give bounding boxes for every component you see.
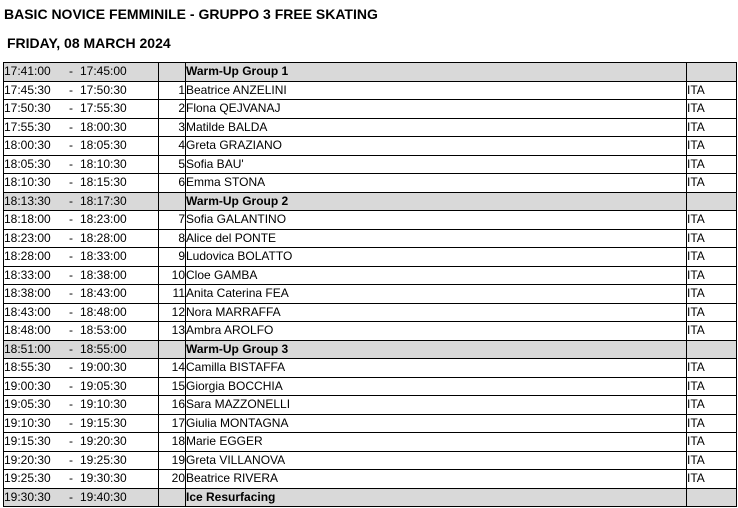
time-cell <box>4 229 159 248</box>
skater-row <box>4 174 737 193</box>
time-separator: - <box>69 360 73 375</box>
start-number: 19 <box>159 451 186 470</box>
nation-code: ITA <box>687 470 737 489</box>
nation-code: ITA <box>687 211 737 230</box>
time-cell <box>4 211 159 230</box>
skater-row <box>4 414 737 433</box>
start-time: 18:51:00 <box>4 341 51 356</box>
nation-code: ITA <box>687 433 737 452</box>
time-separator: - <box>69 138 73 153</box>
start-number: 15 <box>159 377 186 396</box>
event-date: FRIDAY, 08 MARCH 2024 <box>7 35 171 51</box>
group-label: Warm-Up Group 2 <box>186 192 687 211</box>
time-separator: - <box>69 230 73 245</box>
start-time: 18:28:00 <box>4 249 51 264</box>
time-separator: - <box>69 249 73 264</box>
end-time: 18:43:00 <box>80 286 127 301</box>
document-title: BASIC NOVICE FEMMINILE - GRUPPO 3 FREE SKATING <box>4 6 378 22</box>
time-cell <box>4 248 159 267</box>
start-time: 19:15:30 <box>4 434 51 449</box>
start-number: 17 <box>159 414 186 433</box>
end-time: 18:00:30 <box>80 119 127 134</box>
end-time: 18:10:30 <box>80 156 127 171</box>
time-separator: - <box>69 267 73 282</box>
group-row <box>4 63 737 82</box>
start-time: 19:20:30 <box>4 452 51 467</box>
nation-code: ITA <box>687 248 737 267</box>
start-time: 18:10:30 <box>4 175 51 190</box>
end-time: 18:48:00 <box>80 304 127 319</box>
group-row <box>4 488 737 507</box>
group-row <box>4 192 737 211</box>
end-time: 18:33:00 <box>80 249 127 264</box>
skater-row <box>4 451 737 470</box>
end-time: 19:00:30 <box>80 360 127 375</box>
end-time: 17:50:30 <box>80 82 127 97</box>
skater-row <box>4 266 737 285</box>
schedule-table <box>3 62 737 507</box>
start-time: 17:41:00 <box>4 64 51 79</box>
time-cell <box>4 377 159 396</box>
skater-row <box>4 377 737 396</box>
skater-name: Flona QEJVANAJ <box>186 100 687 119</box>
skater-row <box>4 359 737 378</box>
start-time: 18:55:30 <box>4 360 51 375</box>
skater-row <box>4 211 737 230</box>
start-time: 19:05:30 <box>4 397 51 412</box>
time-cell <box>4 470 159 489</box>
nation-code: ITA <box>687 266 737 285</box>
time-separator: - <box>69 193 73 208</box>
time-separator: - <box>69 323 73 338</box>
start-time: 18:05:30 <box>4 156 51 171</box>
time-separator: - <box>69 82 73 97</box>
start-number: 13 <box>159 322 186 341</box>
start-time: 19:25:30 <box>4 471 51 486</box>
start-number: 16 <box>159 396 186 415</box>
skater-name: Sofia BAU' <box>186 155 687 174</box>
nation-code <box>687 63 737 82</box>
end-time: 19:20:30 <box>80 434 127 449</box>
start-number: 18 <box>159 433 186 452</box>
time-separator: - <box>69 378 73 393</box>
skater-row <box>4 100 737 119</box>
start-time: 18:23:00 <box>4 230 51 245</box>
time-cell <box>4 174 159 193</box>
start-time: 18:48:00 <box>4 323 51 338</box>
start-time: 17:55:30 <box>4 119 51 134</box>
start-number <box>159 63 186 82</box>
skater-row <box>4 470 737 489</box>
start-time: 18:38:00 <box>4 286 51 301</box>
time-separator: - <box>69 286 73 301</box>
nation-code: ITA <box>687 174 737 193</box>
time-separator: - <box>69 415 73 430</box>
skater-name: Greta VILLANOVA <box>186 451 687 470</box>
nation-code: ITA <box>687 451 737 470</box>
time-separator: - <box>69 452 73 467</box>
nation-code: ITA <box>687 100 737 119</box>
time-cell <box>4 414 159 433</box>
nation-code: ITA <box>687 359 737 378</box>
start-time: 17:50:30 <box>4 101 51 116</box>
nation-code: ITA <box>687 322 737 341</box>
time-cell <box>4 63 159 82</box>
start-time: 18:18:00 <box>4 212 51 227</box>
end-time: 18:38:00 <box>80 267 127 282</box>
end-time: 17:55:30 <box>80 101 127 116</box>
time-cell <box>4 340 159 359</box>
skater-row <box>4 433 737 452</box>
end-time: 19:15:30 <box>80 415 127 430</box>
start-number: 11 <box>159 285 186 304</box>
start-number: 10 <box>159 266 186 285</box>
time-cell <box>4 303 159 322</box>
group-label: Warm-Up Group 1 <box>186 63 687 82</box>
time-cell <box>4 155 159 174</box>
start-number: 5 <box>159 155 186 174</box>
skater-name: Beatrice RIVERA <box>186 470 687 489</box>
skater-name: Giulia MONTAGNA <box>186 414 687 433</box>
start-number <box>159 488 186 507</box>
start-number: 14 <box>159 359 186 378</box>
end-time: 19:10:30 <box>80 397 127 412</box>
skater-name: Sofia GALANTINO <box>186 211 687 230</box>
start-number: 2 <box>159 100 186 119</box>
time-separator: - <box>69 101 73 116</box>
nation-code <box>687 340 737 359</box>
group-label: Warm-Up Group 3 <box>186 340 687 359</box>
skater-name: Ludovica BOLATTO <box>186 248 687 267</box>
skater-row <box>4 229 737 248</box>
skater-name: Alice del PONTE <box>186 229 687 248</box>
skater-name: Sara MAZZONELLI <box>186 396 687 415</box>
skater-row <box>4 155 737 174</box>
time-cell <box>4 451 159 470</box>
skater-row <box>4 322 737 341</box>
skater-row <box>4 248 737 267</box>
skater-row <box>4 137 737 156</box>
start-number: 20 <box>159 470 186 489</box>
nation-code: ITA <box>687 396 737 415</box>
time-cell <box>4 396 159 415</box>
skater-name: Marie EGGER <box>186 433 687 452</box>
skater-row <box>4 396 737 415</box>
start-time: 17:45:30 <box>4 82 51 97</box>
nation-code: ITA <box>687 229 737 248</box>
schedule-body <box>4 63 737 507</box>
nation-code: ITA <box>687 81 737 100</box>
nation-code: ITA <box>687 377 737 396</box>
start-number: 9 <box>159 248 186 267</box>
time-cell <box>4 266 159 285</box>
time-separator: - <box>69 304 73 319</box>
end-time: 18:15:30 <box>80 175 127 190</box>
skater-name: Ambra AROLFO <box>186 322 687 341</box>
start-time: 18:00:30 <box>4 138 51 153</box>
group-label: Ice Resurfacing <box>186 488 687 507</box>
nation-code: ITA <box>687 285 737 304</box>
skater-row <box>4 285 737 304</box>
skater-name: Emma STONA <box>186 174 687 193</box>
time-separator: - <box>69 471 73 486</box>
nation-code: ITA <box>687 155 737 174</box>
start-number <box>159 340 186 359</box>
start-time: 18:13:30 <box>4 193 51 208</box>
start-time: 19:00:30 <box>4 378 51 393</box>
time-separator: - <box>69 341 73 356</box>
end-time: 18:53:00 <box>80 323 127 338</box>
nation-code <box>687 192 737 211</box>
time-cell <box>4 433 159 452</box>
skater-name: Matilde BALDA <box>186 118 687 137</box>
time-cell <box>4 285 159 304</box>
end-time: 17:45:00 <box>80 64 127 79</box>
start-time: 19:30:30 <box>4 489 51 504</box>
end-time: 19:25:30 <box>80 452 127 467</box>
start-number: 3 <box>159 118 186 137</box>
nation-code: ITA <box>687 118 737 137</box>
end-time: 18:17:30 <box>80 193 127 208</box>
start-number: 8 <box>159 229 186 248</box>
time-cell <box>4 118 159 137</box>
nation-code: ITA <box>687 137 737 156</box>
time-separator: - <box>69 489 73 504</box>
time-cell <box>4 322 159 341</box>
nation-code: ITA <box>687 414 737 433</box>
skater-row <box>4 118 737 137</box>
start-time: 18:33:00 <box>4 267 51 282</box>
end-time: 18:55:00 <box>80 341 127 356</box>
time-cell <box>4 192 159 211</box>
nation-code <box>687 488 737 507</box>
skater-name: Beatrice ANZELINI <box>186 81 687 100</box>
end-time: 18:23:00 <box>80 212 127 227</box>
time-cell <box>4 137 159 156</box>
group-row <box>4 340 737 359</box>
start-number <box>159 192 186 211</box>
skater-name: Giorgia BOCCHIA <box>186 377 687 396</box>
end-time: 18:05:30 <box>80 138 127 153</box>
end-time: 18:28:00 <box>80 230 127 245</box>
skater-name: Greta GRAZIANO <box>186 137 687 156</box>
time-separator: - <box>69 212 73 227</box>
start-number: 4 <box>159 137 186 156</box>
skater-row <box>4 303 737 322</box>
time-cell <box>4 488 159 507</box>
start-number: 6 <box>159 174 186 193</box>
skater-name: Nora MARRAFFA <box>186 303 687 322</box>
time-separator: - <box>69 434 73 449</box>
nation-code: ITA <box>687 303 737 322</box>
time-separator: - <box>69 64 73 79</box>
start-number: 1 <box>159 81 186 100</box>
start-number: 12 <box>159 303 186 322</box>
skater-row <box>4 81 737 100</box>
time-cell <box>4 359 159 378</box>
time-separator: - <box>69 175 73 190</box>
time-separator: - <box>69 119 73 134</box>
time-separator: - <box>69 156 73 171</box>
start-time: 18:43:00 <box>4 304 51 319</box>
time-cell <box>4 81 159 100</box>
skater-name: Anita Caterina FEA <box>186 285 687 304</box>
end-time: 19:05:30 <box>80 378 127 393</box>
start-number: 7 <box>159 211 186 230</box>
end-time: 19:40:30 <box>80 489 127 504</box>
skater-name: Camilla BISTAFFA <box>186 359 687 378</box>
end-time: 19:30:30 <box>80 471 127 486</box>
time-separator: - <box>69 397 73 412</box>
time-cell <box>4 100 159 119</box>
start-time: 19:10:30 <box>4 415 51 430</box>
skater-name: Cloe GAMBA <box>186 266 687 285</box>
